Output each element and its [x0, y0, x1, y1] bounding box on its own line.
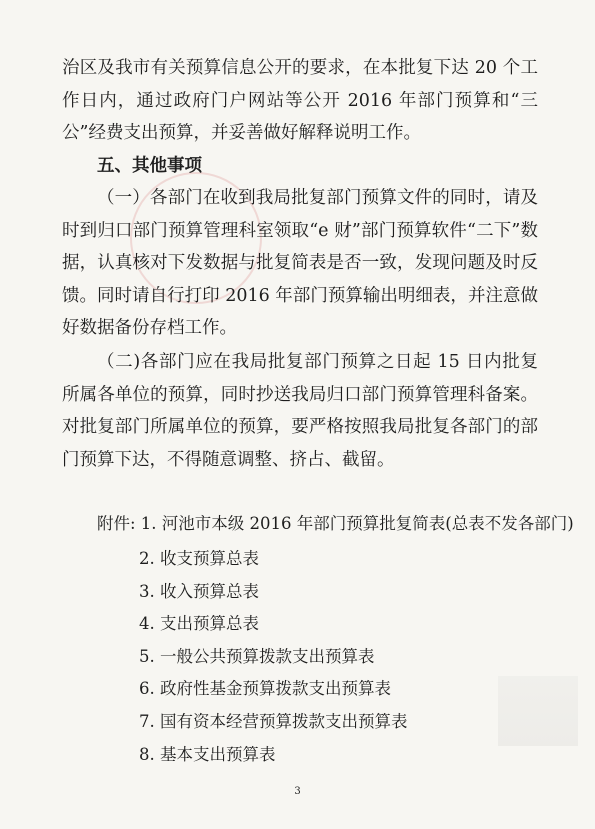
paragraph-item-one: （一）各部门在收到我局批复部门预算文件的同时，请及时到归口部门预算管理科室领取“e 财”部门预算软件“二下”数据，认真核对下发数据与批复简表是否一致，发现问题及时反馈。同时请自行打印 2016 年部门预算输出明细表，并注意做好数据备份存档工作。: [62, 188, 538, 339]
attachment-item: 7. 国有资本经营预算拨款支出预算表: [139, 711, 408, 731]
attachment-lead: 附件: 1. 河池市本级 2016 年部门预算批复简表(总表不发各部门): [97, 514, 574, 533]
page-number: 3: [294, 786, 301, 797]
paragraph-budget-disclosure: 治区及我市有关预算信息公开的要求，在本批复下达 20 个工作日内，通过政府门户网站等公开 2016 年部门预算和“三公”经费支出预算，并妥善做好解释说明工作。: [62, 58, 538, 144]
paragraph-item-two: （二)各部门应在我局批复部门预算之日起 15 日内批复所属各单位的预算，同时抄送我局归口部门预算管理科备案。对批复部门所属单位的预算，要严格按照我局批复各部门的部门预算下达，不得随意调整、挤占、截留。: [62, 352, 538, 470]
attachment-item: 6. 政府性基金预算拨款支出预算表: [139, 679, 391, 699]
page-bleed-through: [498, 676, 578, 746]
attachment-item: 5. 一般公共预算拨款支出预算表: [139, 646, 375, 666]
attachment-item: 2. 收支预算总表: [139, 549, 259, 568]
attachment-list: [139, 543, 408, 771]
section-heading-other-matters: 五、其他事项: [97, 156, 202, 176]
attachment-item: 8. 基本支出预算表: [139, 744, 276, 764]
attachment-item: 4. 支出预算总表: [139, 614, 259, 634]
attachment-item: 3. 收入预算总表: [139, 581, 259, 601]
